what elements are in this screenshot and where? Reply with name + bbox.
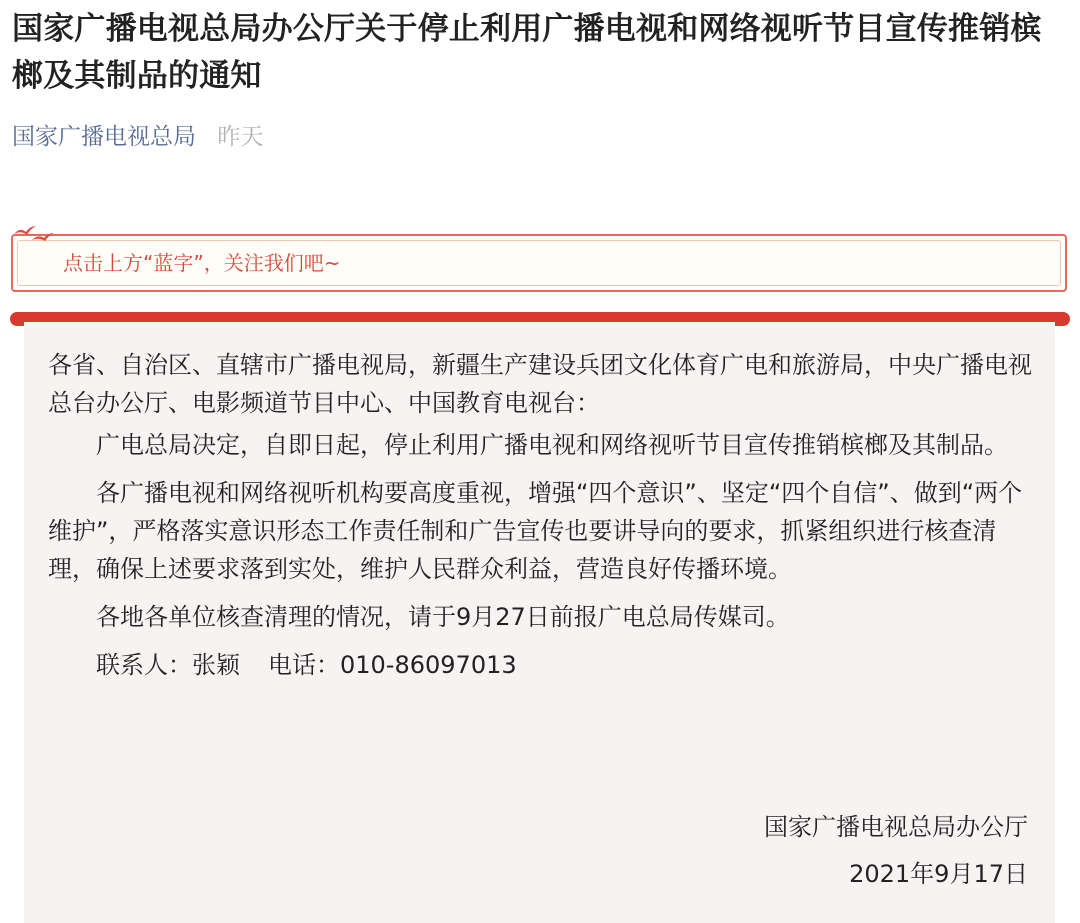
follow-banner[interactable] (11, 234, 1067, 292)
signature-org: 国家广播电视总局办公厅 (764, 813, 1028, 841)
birds-icon (12, 222, 56, 246)
contact-line (48, 646, 1034, 684)
follow-banner-text: 点击上方“蓝字”，关注我们吧~ (63, 251, 341, 275)
publish-time: 昨天 (217, 124, 264, 150)
notice-salutation: 各省、自治区、直辖市广播电视局，新疆生产建设兵团文化体育广电和旅游局，中央广播电视总台办公厅、电影频道节目中心、中国教育电视台： (48, 351, 1032, 417)
contact-person: 联系人：张颖 (96, 651, 240, 679)
article-meta (12, 121, 263, 153)
contact-phone: 电话：010-86097013 (268, 651, 517, 679)
notice-signature (764, 804, 1028, 898)
notice-paragraph: 各广播电视和网络视听机构要高度重视，增强“四个意识”、坚定“四个自信”、做到“两个维护”，严格落实意识形态工作责任制和广告宣传也要讲导向的要求，抓紧组织进行核查清理，确保上述要求落到实处，维护人民群众利益，营造良好传播环境。 (48, 479, 1023, 583)
article-title: 国家广播电视总局办公厅关于停止利用广播电视和网络视听节目宣传推销槟榔及其制品的通知 (12, 11, 1042, 94)
notice-body (48, 346, 1034, 694)
notice-paragraph: 各地各单位核查清理的情况，请于9月27日前报广电总局传媒司。 (96, 603, 790, 631)
account-name-link[interactable]: 国家广播电视总局 (12, 124, 196, 150)
notice-paragraph: 广电总局决定，自即日起，停止利用广播电视和网络视听节目宣传推销槟榔及其制品。 (96, 431, 1008, 459)
signature-date: 2021年9月17日 (849, 860, 1028, 888)
